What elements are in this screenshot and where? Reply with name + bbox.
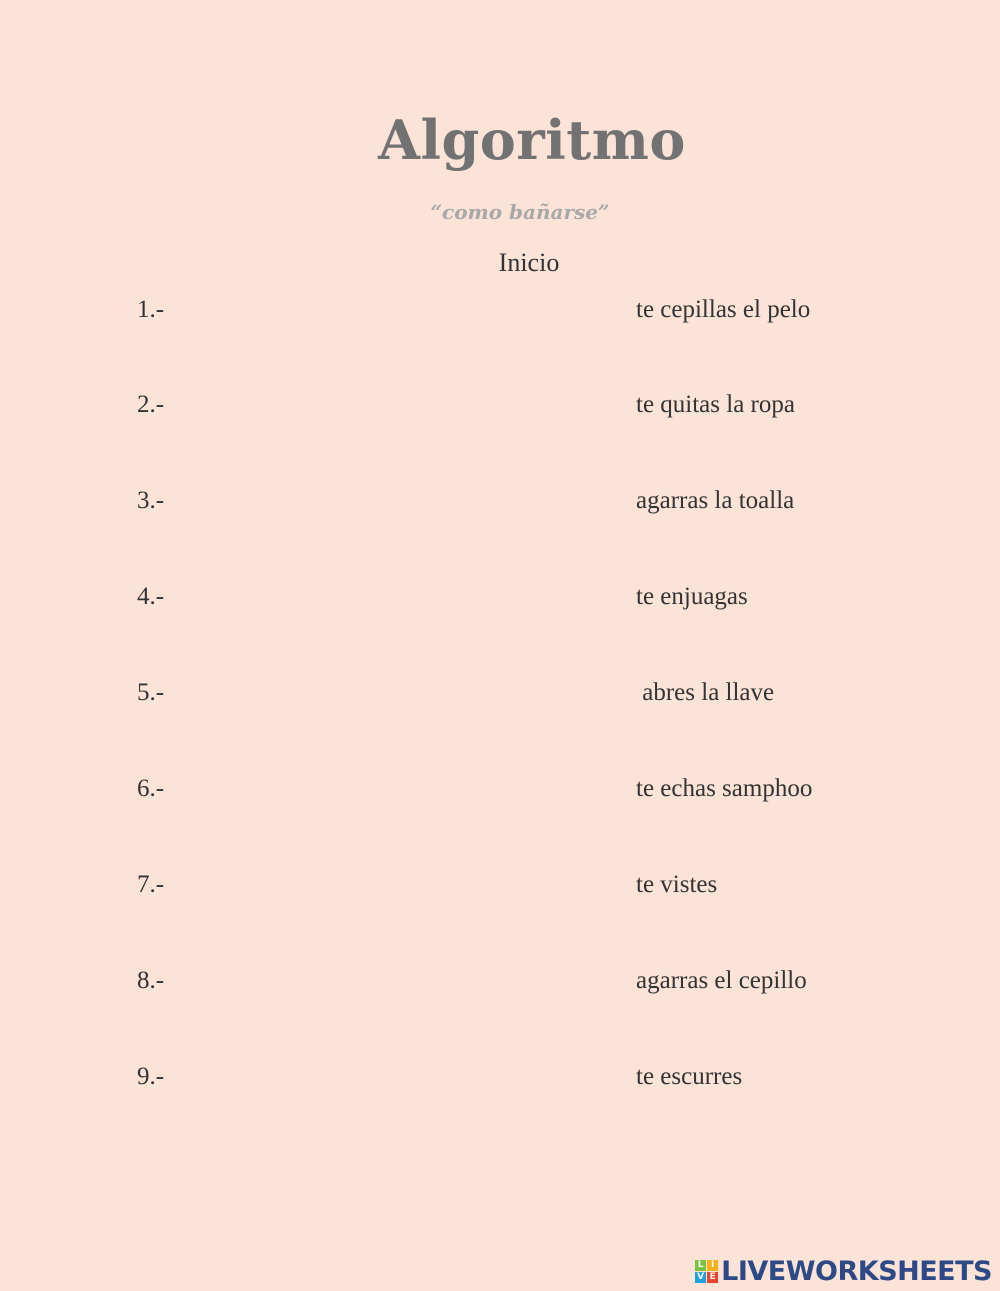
- step-option[interactable]: te cepillas el pelo: [636, 296, 811, 323]
- step-number: 2.-: [137, 391, 165, 418]
- step-option[interactable]: te echas samphoo: [636, 775, 813, 802]
- step-number: 7.-: [137, 871, 165, 898]
- step-option[interactable]: agarras la toalla: [636, 487, 795, 514]
- step-number: 5.-: [137, 679, 165, 706]
- step-option[interactable]: te escurres: [636, 1063, 743, 1090]
- step-number: 8.-: [137, 967, 165, 994]
- logo-letter: L: [695, 1260, 706, 1271]
- step-number: 6.-: [137, 775, 165, 802]
- step-number: 3.-: [137, 487, 165, 514]
- step-number: 4.-: [137, 583, 165, 610]
- page-title: Algoritmo: [378, 108, 686, 172]
- step-option[interactable]: agarras el cepillo: [636, 967, 807, 994]
- start-label: Inicio: [498, 248, 560, 277]
- step-option[interactable]: te enjuagas: [636, 583, 748, 610]
- page-subtitle: “como bañarse”: [430, 200, 610, 224]
- liveworksheets-brand: [695, 1256, 992, 1287]
- logo-letter: E: [707, 1272, 718, 1283]
- logo-letter: V: [695, 1272, 706, 1283]
- step-option[interactable]: abres la llave: [636, 679, 775, 706]
- step-number: 1.-: [137, 296, 165, 323]
- brand-name: LIVEWORKSHEETS: [721, 1256, 992, 1287]
- liveworksheets-logo-icon: [695, 1260, 718, 1283]
- logo-letter: I: [707, 1260, 718, 1271]
- step-option[interactable]: te vistes: [636, 871, 718, 898]
- step-option[interactable]: te quitas la ropa: [636, 391, 795, 418]
- step-number: 9.-: [137, 1063, 165, 1090]
